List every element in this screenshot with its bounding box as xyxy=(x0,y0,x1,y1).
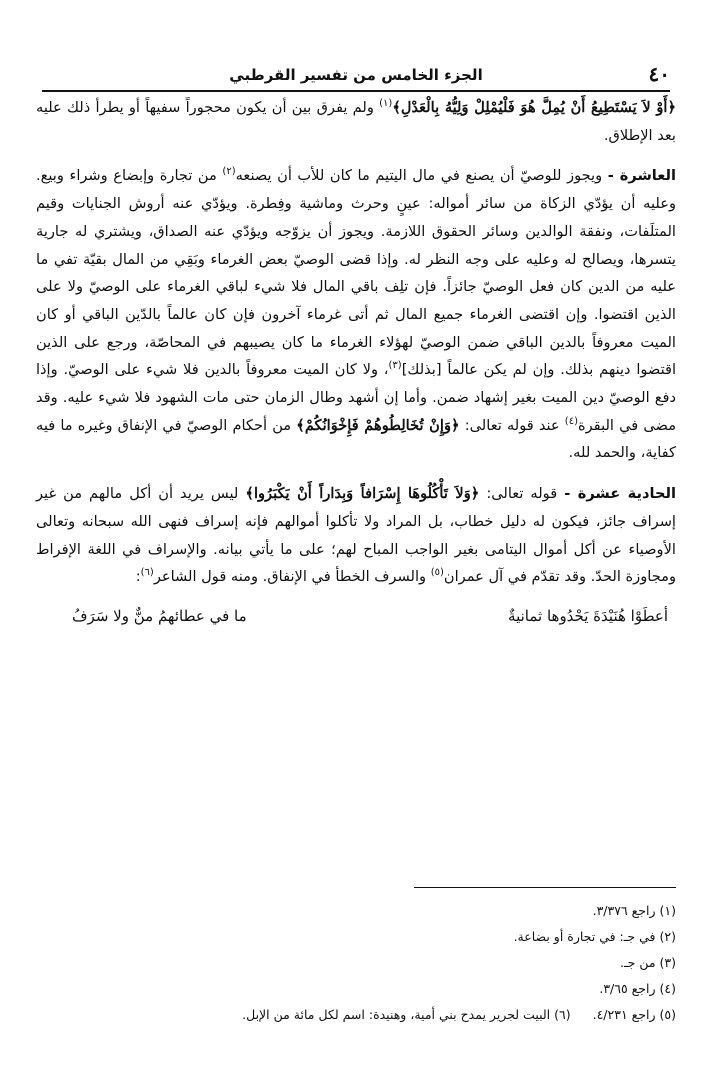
paragraph-text: والسرف الخطأ في الإنفاق. ومنه قول الشاعر xyxy=(153,568,427,586)
footnote-ref: (٥) xyxy=(430,567,444,579)
poem-verse xyxy=(36,603,676,631)
footnote-4: (٤) راجع ٣/٦٥. xyxy=(599,981,676,996)
paragraph-text: قوله تعالى: xyxy=(486,485,558,503)
paragraph-text: من تجارة وإبضاع وشراء وبيع. وعليه أن يؤدّي الزكاة من سائر أمواله: عينٍ وحرث وماشية وفِطرة. ويؤدّي عنه أروش الجنايات وقيم المتلَفات، ونفقة الوالدين وسائر الحقوق اللازمة. ويجوز أن يزوّجه ويؤدّي عنه الصداق، ويشتري له جارية يتسرها، ويصالح له وعليه على وجه النظر له. وإذا قضى الوصيّ بعض الغرماء وبَقِي من المال بقيّة تفي ما عليه من الدين كان فعل الوصيّ جائزاً. فإن تلِف باقي المال فلا شيء لباقي الغرماء على الوصيّ ولا على الذين اقتضوا. وإن اقتضى الغرماء جميع المال ثم أتى غرماء آخرون فإن كان عالماً بالدّين الباقي أو كان الميت معروفاً بالدين الباقي ضمن الوصيّ لهؤلاء الغرماء ما كان يصيبهم في المحاصّة، ورجع على الذين اقتضوا دينهم بذلك. وإن لم يكن عالماً [بذلك] xyxy=(36,167,677,379)
paragraph-text: ليس يريد أن أكل مالهم من غير إسراف جائز، فيكون له دليل خطاب، بل المراد ولا تأكلوا أموالهم فإنه إسراف فنهى الله سبحانه وتعالى الأوصياء عن أكل أموال اليتامى بغير الواجب المباح لهم؛ على ما يأتي بيانه. والإسراف في اللغة الإفراط ومجاوزة الحدّ. وقد تقدّم في آل عمران xyxy=(36,485,676,586)
footnote-ref: (٢) xyxy=(222,166,236,178)
section-heading: الحادية عشرة - xyxy=(564,485,676,503)
footnote-3: (٣) من جـ. xyxy=(619,955,676,970)
section-tenth xyxy=(36,162,676,467)
footnote-1: (١) راجع ٣/٣٧٦. xyxy=(592,903,676,918)
quran-verse: ﴿وَلاَ تَأْكُلُوهَا إِسْرَافاً وَبِدَاراً أَنْ يَكْبَرُوا﴾ xyxy=(245,485,480,503)
section-eleventh xyxy=(36,480,676,591)
poem-first-hemistich: أعطَوْا هُنَيْدَةَ يَحْدُوها ثمانيةٌ xyxy=(508,606,668,625)
header-divider xyxy=(42,90,670,92)
paragraph-text: ويجوز للوصيّ أن يصنع في مال اليتيم ما كان للأب أن يصنعه xyxy=(235,167,603,185)
opening-paragraph xyxy=(36,94,676,149)
footnote-divider xyxy=(414,887,676,888)
page-header xyxy=(42,60,670,90)
footnote-ref: (١) xyxy=(379,98,393,110)
footnote-ref: (٣) xyxy=(388,360,402,372)
quran-verse: ﴿أَوْ لاَ يَسْتَطِيعُ أَنْ يُمِلَّ هُوَ فَلْيُمْلِلْ وَلِيُّهُ بِالْعَدْلِ﴾ xyxy=(392,99,676,116)
footnote-2: (٢) في جـ: في تجارة أو بضاعة. xyxy=(513,929,676,944)
page-number: ٤٠ xyxy=(648,62,670,86)
footnote-5: (٥) راجع ٤/٢٣١. xyxy=(592,1007,676,1022)
quran-verse: ﴿وَإِنْ تُخَالِطُوهُمْ فَإِخْوَانُكُمْ﴾ xyxy=(296,416,460,434)
paragraph-text: ولم يفرق بين أن يكون محجوراً سفيهاً أو يطرأ ذلك عليه بعد الإطلاق. xyxy=(36,99,676,144)
footnote-row xyxy=(36,1002,676,1028)
running-title: الجزء الخامس من تفسير القرطبي xyxy=(229,66,483,84)
paragraph-text: من أحكام الوصيّ في الإنفاق وغيره ما فيه كفاية، والحمد لله. xyxy=(36,416,676,462)
paragraph-text: ، ولا كان الميت معروفاً بالدين فلا شيء على الوصيّ. وإذا دفع الوصيّ دين الميت بغير إشهاد ضمن. وأما إن أشهد وطال الزمان حتى مات الشهود فلا شيء عليه. وقد مضى في البقرة xyxy=(36,361,677,434)
footnote-6: (٦) البيت لجرير يمدح بني أمية، وهنيدة: اسم لكل مائة من الإبل. xyxy=(242,1007,571,1022)
paragraph-text: : xyxy=(135,568,141,586)
footnotes xyxy=(36,898,676,1028)
poem-second-hemistich: ما في عطائهمُ منٌّ ولا سَرَفُ xyxy=(72,606,247,625)
paragraph-text: عند قوله تعالى: xyxy=(464,416,560,434)
main-text xyxy=(36,94,676,631)
footnote-ref: (٤) xyxy=(564,415,578,427)
footnote-ref: (٦) xyxy=(140,567,154,579)
section-heading: العاشرة - xyxy=(607,167,677,185)
